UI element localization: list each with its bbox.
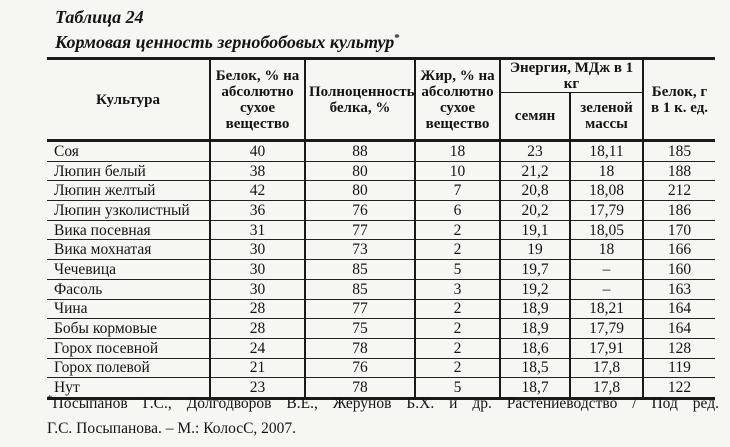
cell-energy_seeds: 18,5 [500, 358, 570, 378]
cell-protein_fu: 160 [643, 260, 715, 280]
cell-fat_dm: 3 [415, 279, 500, 299]
table-row [47, 279, 715, 299]
cell-energy_seeds: 19,2 [500, 279, 570, 299]
header-protein-fu: Белок, г в 1 к. ед. [643, 59, 715, 141]
cell-protein_full: 80 [305, 181, 415, 201]
cell-protein_full: 88 [305, 141, 415, 162]
cell-protein_dm: 28 [210, 319, 305, 339]
cell-culture: Чина [47, 299, 210, 319]
cell-energy_green: 17,8 [570, 358, 643, 378]
title-footnote-marker: * [394, 32, 400, 44]
cell-fat_dm: 2 [415, 358, 500, 378]
table-row [47, 319, 715, 339]
table-row [47, 240, 715, 260]
cell-energy_seeds: 20,8 [500, 181, 570, 201]
feed-value-table-wrap [47, 57, 715, 400]
cell-protein_full: 80 [305, 161, 415, 181]
cell-protein_full: 77 [305, 220, 415, 240]
cell-fat_dm: 7 [415, 181, 500, 201]
table-row [47, 358, 715, 378]
cell-culture: Фасоль [47, 279, 210, 299]
cell-protein_dm: 21 [210, 358, 305, 378]
cell-culture: Горох полевой [47, 358, 210, 378]
cell-protein_full: 76 [305, 201, 415, 221]
cell-protein_dm: 42 [210, 181, 305, 201]
cell-protein_full: 77 [305, 299, 415, 319]
cell-culture: Горох посевной [47, 338, 210, 358]
cell-protein_fu: 186 [643, 201, 715, 221]
cell-protein_fu: 164 [643, 319, 715, 339]
cell-protein_full: 75 [305, 319, 415, 339]
footnote-marker: * [47, 392, 53, 405]
cell-protein_dm: 38 [210, 161, 305, 181]
cell-protein_fu: 122 [643, 378, 715, 399]
cell-protein_fu: 188 [643, 161, 715, 181]
cell-energy_green: 18,05 [570, 220, 643, 240]
cell-culture: Люпин желтый [47, 181, 210, 201]
table-row [47, 141, 715, 162]
header-energy-green: зеленой массы [570, 93, 643, 141]
cell-energy_seeds: 18,9 [500, 319, 570, 339]
cell-fat_dm: 2 [415, 299, 500, 319]
table-row [47, 181, 715, 201]
cell-fat_dm: 2 [415, 220, 500, 240]
cell-protein_dm: 36 [210, 201, 305, 221]
cell-energy_seeds: 18,9 [500, 299, 570, 319]
cell-energy_green: 18 [570, 240, 643, 260]
cell-protein_fu: 185 [643, 141, 715, 162]
table-row [47, 201, 715, 221]
cell-culture: Соя [47, 141, 210, 162]
cell-protein_fu: 164 [643, 299, 715, 319]
cell-energy_seeds: 21,2 [500, 161, 570, 181]
cell-protein_dm: 40 [210, 141, 305, 162]
cell-fat_dm: 2 [415, 240, 500, 260]
cell-culture: Вика мохнатая [47, 240, 210, 260]
cell-protein_full: 85 [305, 279, 415, 299]
table-title-text: Кормовая ценность зернобобовых культур [55, 32, 395, 52]
cell-fat_dm: 5 [415, 378, 500, 399]
table-body [47, 141, 715, 399]
table-row [47, 161, 715, 181]
cell-energy_green: 17,8 [570, 378, 643, 399]
table-row [47, 220, 715, 240]
table-title [55, 30, 400, 55]
cell-energy_seeds: 18,7 [500, 378, 570, 399]
footnote-line-1 [47, 391, 719, 416]
cell-protein_fu: 170 [643, 220, 715, 240]
cell-energy_seeds: 23 [500, 141, 570, 162]
cell-protein_dm: 30 [210, 240, 305, 260]
cell-fat_dm: 5 [415, 260, 500, 280]
cell-protein_full: 85 [305, 260, 415, 280]
cell-energy_seeds: 19,1 [500, 220, 570, 240]
cell-culture: Люпин белый [47, 161, 210, 181]
cell-protein_fu: 166 [643, 240, 715, 260]
cell-protein_dm: 28 [210, 299, 305, 319]
cell-energy_green: – [570, 260, 643, 280]
header-fat-dm: Жир, % на абсолютно сухое вещество [415, 59, 500, 141]
cell-energy_green: 18,08 [570, 181, 643, 201]
table-row [47, 299, 715, 319]
cell-protein_fu: 119 [643, 358, 715, 378]
cell-fat_dm: 10 [415, 161, 500, 181]
cell-energy_seeds: 19,7 [500, 260, 570, 280]
header-culture: Культура [96, 91, 160, 108]
cell-protein_fu: 212 [643, 181, 715, 201]
cell-protein_full: 76 [305, 358, 415, 378]
cell-protein_full: 78 [305, 378, 415, 399]
cell-culture: Нут [47, 378, 210, 399]
cell-protein_fu: 163 [643, 279, 715, 299]
cell-protein_dm: 23 [210, 378, 305, 399]
cell-fat_dm: 18 [415, 141, 500, 162]
cell-energy_seeds: 19 [500, 240, 570, 260]
header-energy-group: Энергия, МДж в 1 кг [500, 59, 643, 93]
cell-energy_green: 17,79 [570, 319, 643, 339]
feed-value-table [47, 57, 715, 400]
footnote-line-2: Г.С. Посыпанова. – М.: КолосС, 2007. [47, 420, 297, 437]
cell-fat_dm: 2 [415, 319, 500, 339]
footnote [47, 391, 719, 441]
cell-fat_dm: 2 [415, 338, 500, 358]
cell-protein_full: 73 [305, 240, 415, 260]
header-protein-full: Полноценность белка, % [305, 59, 415, 141]
cell-energy_seeds: 20,2 [500, 201, 570, 221]
cell-culture: Бобы кормовые [47, 319, 210, 339]
cell-energy_seeds: 18,6 [500, 338, 570, 358]
cell-protein_dm: 30 [210, 279, 305, 299]
table-row [47, 260, 715, 280]
cell-energy_green: 18,11 [570, 141, 643, 162]
header-protein-dm: Белок, % на абсолютно сухое вещество [210, 59, 305, 141]
cell-protein_dm: 30 [210, 260, 305, 280]
cell-energy_green: 18 [570, 161, 643, 181]
cell-protein_dm: 31 [210, 220, 305, 240]
cell-protein_fu: 128 [643, 338, 715, 358]
cell-energy_green: 18,21 [570, 299, 643, 319]
cell-energy_green: – [570, 279, 643, 299]
table-number: Таблица 24 [55, 7, 144, 27]
cell-protein_full: 78 [305, 338, 415, 358]
cell-culture: Чечевица [47, 260, 210, 280]
cell-culture: Люпин узколистный [47, 201, 210, 221]
footnote-text-1: Посыпанов Г.С., Долгодворов В.Е., Жерунов Б.Х. и др. Растениеводство / Под ред. [52, 395, 719, 412]
table-caption [55, 5, 400, 55]
header-energy-seeds: семян [500, 93, 570, 141]
cell-culture: Вика посевная [47, 220, 210, 240]
cell-fat_dm: 6 [415, 201, 500, 221]
table-row [47, 338, 715, 358]
cell-protein_dm: 24 [210, 338, 305, 358]
table-header [47, 59, 715, 141]
cell-energy_green: 17,91 [570, 338, 643, 358]
cell-energy_green: 17,79 [570, 201, 643, 221]
